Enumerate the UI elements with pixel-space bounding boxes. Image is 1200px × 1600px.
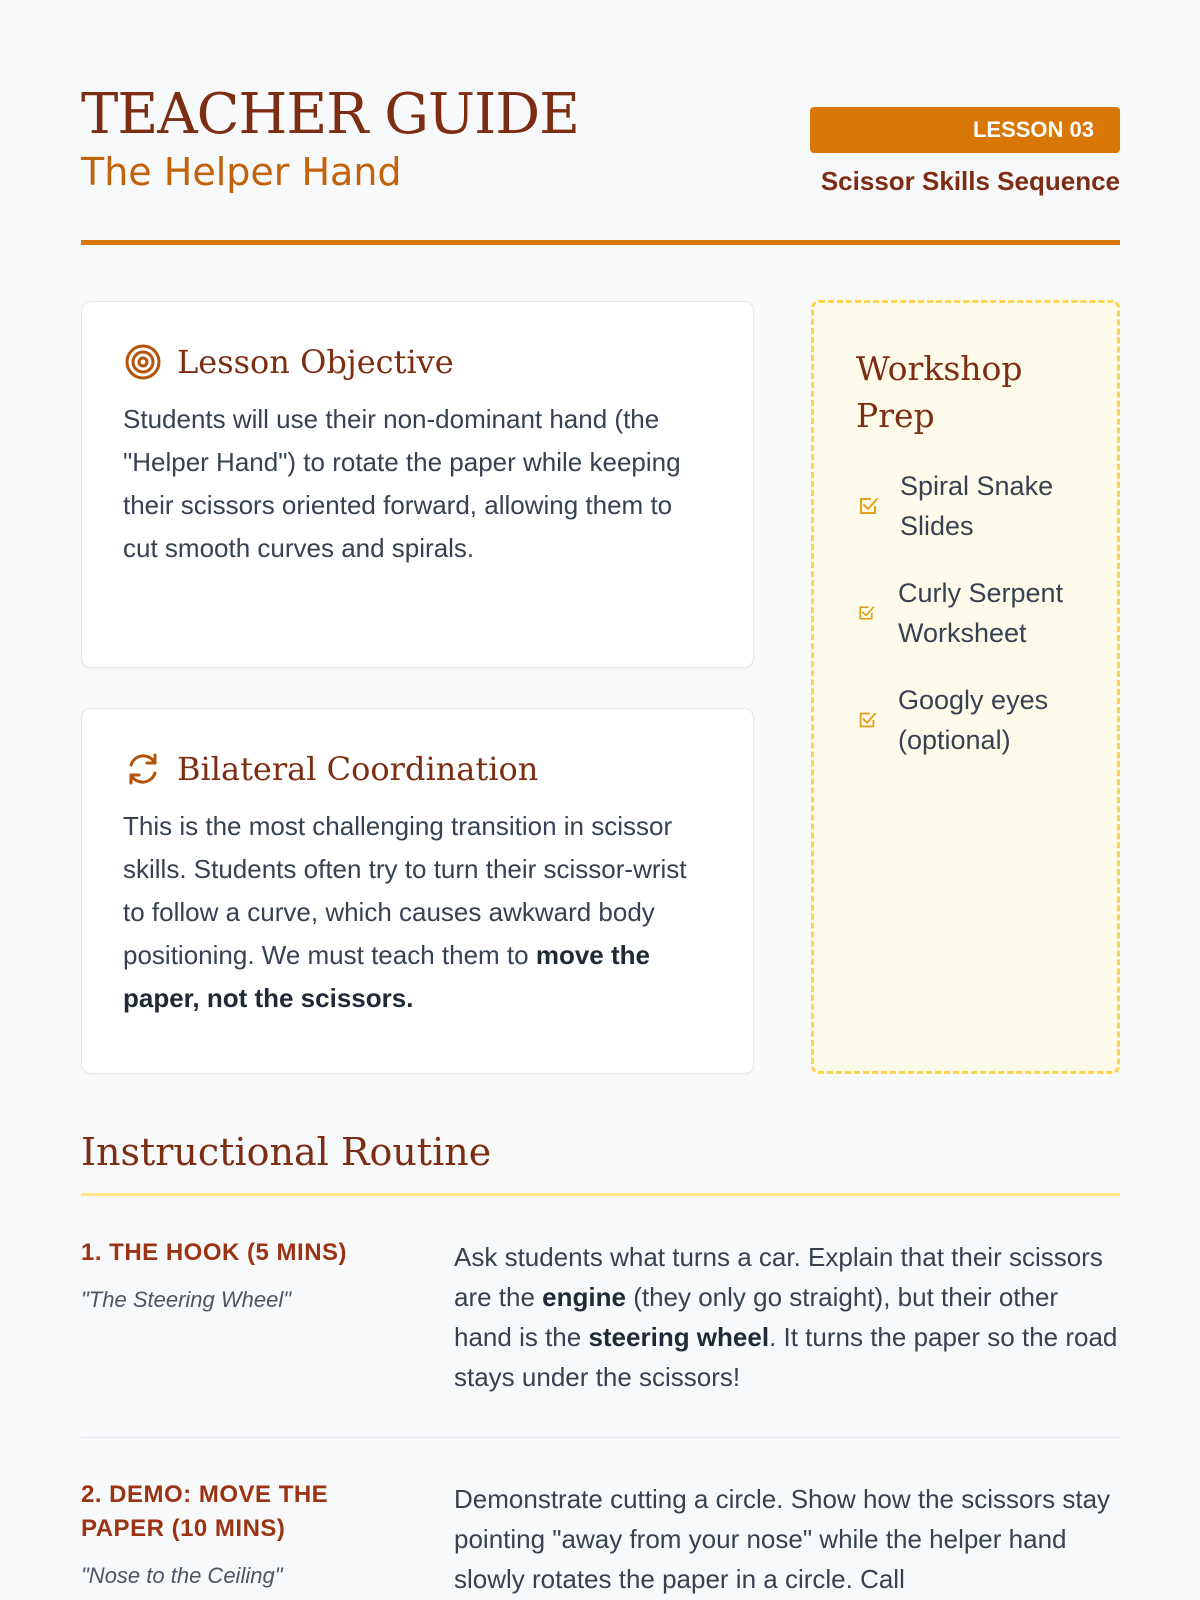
workshop-prep-title: Workshop Prep: [856, 349, 1023, 435]
bilateral-coordination-title: Bilateral Coordination: [177, 750, 539, 788]
guide-header: [81, 0, 1120, 248]
step-quote: "Nose to the Ceiling": [81, 1563, 283, 1588]
bilateral-text-emphasis: move the paper, not the scissors.: [123, 940, 650, 1013]
refresh-icon: [123, 749, 163, 789]
page-title: TEACHER GUIDE: [81, 82, 580, 147]
step-text-part: Ask students what turns a car. Explain that their scissors are the: [454, 1242, 1103, 1312]
page-subtitle: The Helper Hand: [81, 150, 402, 194]
workshop-prep-panel: [811, 300, 1120, 1074]
prep-item-label: Curly Serpent Worksheet: [898, 578, 1064, 648]
bilateral-coordination-text: [123, 805, 713, 1020]
bilateral-coordination-card: [81, 708, 754, 1074]
step-quote: "The Steering Wheel": [81, 1287, 292, 1312]
checkbox-icon: [856, 494, 880, 518]
prep-item: [856, 680, 1078, 760]
routine-title: Instructional Routine: [81, 1130, 492, 1174]
lesson-objective-text: Students will use their non-dominant hand (the "Helper Hand") to rotate the paper while keeping their scissors oriented forward, allowing them to cut smooth curves and spirals.: [123, 404, 681, 563]
step-text-part: (they only go straight), but their other hand is the: [454, 1282, 1059, 1352]
bilateral-coordination-heading: [123, 749, 713, 789]
sequence-label: Scissor Skills Sequence: [820, 166, 1120, 196]
step-label: 2. DEMO: MOVE THE PAPER (10 MINS): [81, 1481, 329, 1542]
bilateral-text-lead: This is the most challenging transition in scissor skills. Students often try to turn their scissor-wrist to follow a curve, which causes awkward body positioning. We must teach them to: [123, 811, 687, 970]
checkbox-icon: [856, 709, 878, 731]
teacher-guide-page: [81, 0, 1120, 1594]
prep-item: [856, 466, 1080, 546]
prep-item-label: Googly eyes (optional): [898, 685, 1049, 755]
lesson-objective-card: [81, 301, 754, 668]
prep-item: [856, 573, 1078, 653]
step-text: [454, 1237, 1120, 1397]
routine-divider: [81, 1193, 1120, 1196]
prep-item-label: Spiral Snake Slides: [900, 471, 1054, 541]
lesson-badge: LESSON 03: [810, 107, 1120, 153]
lesson-objective-title: Lesson Objective: [177, 343, 454, 381]
lesson-objective-heading: [123, 342, 713, 382]
step-text-emphasis: engine: [542, 1282, 626, 1312]
step-label: 1. THE HOOK (5 MINS): [81, 1239, 348, 1266]
step-divider: [81, 1437, 1120, 1438]
header-divider: [81, 240, 1120, 245]
checkbox-icon: [856, 603, 876, 623]
target-icon: [123, 342, 163, 382]
step-text: Demonstrate cutting a circle. Show how the scissors stay pointing "away from your nose" while the helper hand slowly rotates the paper in a circle. Call: [454, 1484, 1111, 1594]
step-text-part: . It turns the paper so the road stays under the scissors!: [454, 1322, 1118, 1392]
step-text-emphasis: steering wheel: [588, 1322, 770, 1352]
